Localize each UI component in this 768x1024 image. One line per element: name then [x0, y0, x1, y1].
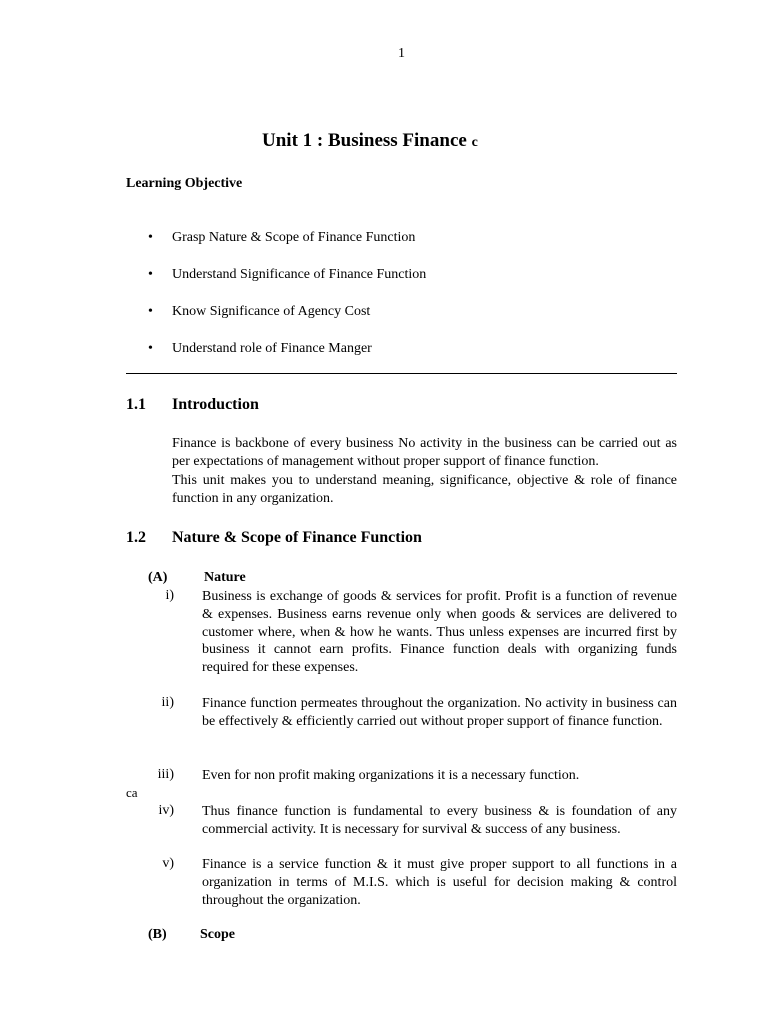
- item-text: Thus finance function is fundamental to every business & is foundation of any commercial activity. It is necessary for survival & success of any business.: [202, 804, 677, 837]
- bullet-icon: •: [148, 230, 153, 245]
- unit-title-suffix: c: [471, 135, 478, 150]
- objective-text: Know Significance of Agency Cost: [172, 304, 371, 319]
- unit-title-text: Unit 1 : Business Finance: [262, 130, 467, 151]
- subsection-title: Nature: [204, 570, 246, 585]
- item-number: iii): [157, 767, 174, 782]
- horizontal-divider: [126, 373, 677, 374]
- section-number: 1.1: [126, 396, 146, 413]
- objective-item: [148, 230, 415, 246]
- stray-text: ca: [126, 785, 138, 800]
- section-number: 1.2: [126, 529, 146, 546]
- objective-text: Grasp Nature & Scope of Finance Function: [172, 230, 416, 245]
- item-text: Business is exchange of goods & services for profit. Profit is a function of revenue & expenses. Business earns revenue only when goods & services are delivered to customer where, when & how he wants. Thus unless expenses are incurred first by business it cannot earn profits. Finance function deals with organizing funds required for these expenses.: [202, 589, 677, 676]
- bullet-icon: •: [148, 341, 153, 356]
- objective-item: [148, 304, 370, 320]
- page-number: 1: [398, 46, 405, 61]
- unit-title: [262, 130, 478, 152]
- learning-objective-heading: Learning Objective: [126, 176, 243, 191]
- item-number: v): [162, 856, 174, 871]
- item-number: i): [165, 588, 174, 603]
- intro-paragraph: This unit makes you to understand meaning, significance, objective & role of finance function in any organization.: [172, 473, 677, 506]
- bullet-icon: •: [148, 304, 153, 319]
- item-text: Finance function permeates throughout the organization. No activity in business can be effectively & efficiently carried out without proper support of finance function.: [202, 696, 677, 729]
- subsection-title: Scope: [200, 927, 235, 942]
- item-number: iv): [158, 803, 174, 818]
- section-title: Nature & Scope of Finance Function: [172, 529, 422, 546]
- subsection-label: (A): [148, 570, 168, 585]
- objective-text: Understand role of Finance Manger: [172, 341, 372, 356]
- bullet-icon: •: [148, 267, 153, 282]
- objective-item: [148, 341, 372, 357]
- objective-item: [148, 267, 426, 283]
- item-text: Even for non profit making organizations it is a necessary function.: [202, 768, 580, 783]
- item-text: Finance is a service function & it must give proper support to all functions in a organization in terms of M.I.S. which is useful for decision making & control throughout the organization.: [202, 857, 677, 908]
- objective-text: Understand Significance of Finance Function: [172, 267, 427, 282]
- intro-paragraph: Finance is backbone of every business No activity in the business can be carried out as per expectations of management without proper support of finance function.: [172, 436, 677, 469]
- item-number: ii): [161, 695, 174, 710]
- section-title: Introduction: [172, 396, 259, 413]
- subsection-label: (B): [148, 927, 167, 942]
